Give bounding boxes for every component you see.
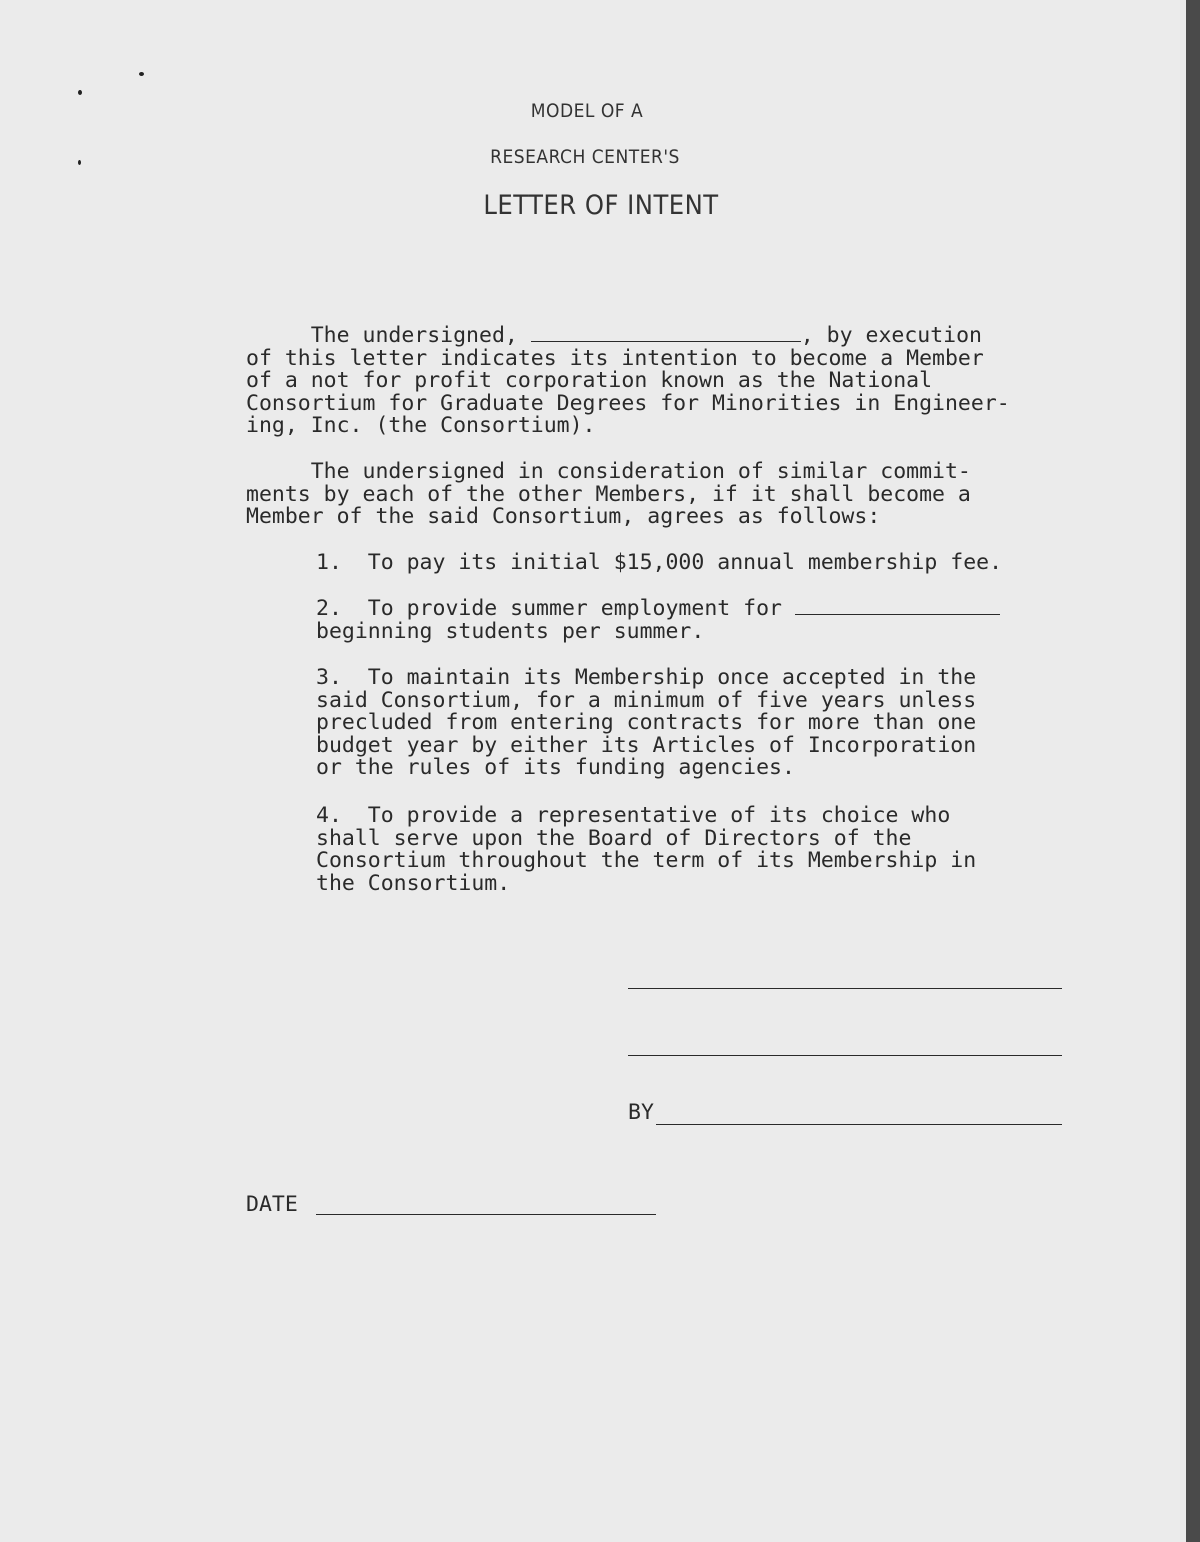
paragraph-1-rest: of this letter indicates its intention to become a Member of a not for profit corporation known as the National Consortium for Graduate Degrees for Minorities in Engineer- ing, Inc. (the Consortium). xyxy=(246,345,1010,438)
title-line-1: MODEL OF A xyxy=(530,100,644,122)
by-label: BY xyxy=(628,1100,654,1125)
list-item-1: 1. To pay its initial $15,000 annual membership fee. xyxy=(316,550,1003,575)
signature-line-1[interactable] xyxy=(628,988,1062,989)
paragraph-1 xyxy=(246,325,1066,438)
paragraph-2: The undersigned in consideration of similar commit- ments by each of the other Members, if it shall become a Member of the said Consortium, agrees as follows: xyxy=(246,459,971,529)
list-item-2 xyxy=(316,598,1076,643)
paragraph-1-start: The undersigned, xyxy=(246,323,531,348)
student-count-blank[interactable] xyxy=(795,613,1000,615)
title-line-2: RESEARCH CENTER'S xyxy=(490,146,680,168)
page-edge xyxy=(1186,0,1200,1542)
by-signature-line[interactable] xyxy=(656,1124,1062,1125)
paragraph-1-end: , by execution xyxy=(800,323,982,348)
list-item-2-end: beginning students per summer. xyxy=(316,618,705,644)
scan-speck xyxy=(78,90,82,95)
list-item-2-start: 2. To provide summer employment for xyxy=(316,596,795,621)
list-item-3: 3. To maintain its Membership once accepted in the said Consortium, for a minimum of five years unless precluded from entering contracts for more than one budget year by either its Articles of Incorporation or the rules of its funding agencies. xyxy=(316,665,977,780)
date-label: DATE xyxy=(246,1192,298,1217)
page-title: LETTER OF INTENT xyxy=(483,190,719,221)
date-line[interactable] xyxy=(316,1214,656,1215)
list-item-4: 4. To provide a representative of its choice who shall serve upon the Board of Directors of the Consortium throughout the term of its Membership in the Consortium. xyxy=(316,803,977,896)
scan-speck xyxy=(139,72,144,76)
member-name-blank[interactable] xyxy=(531,340,801,342)
signature-line-2[interactable] xyxy=(628,1055,1062,1056)
